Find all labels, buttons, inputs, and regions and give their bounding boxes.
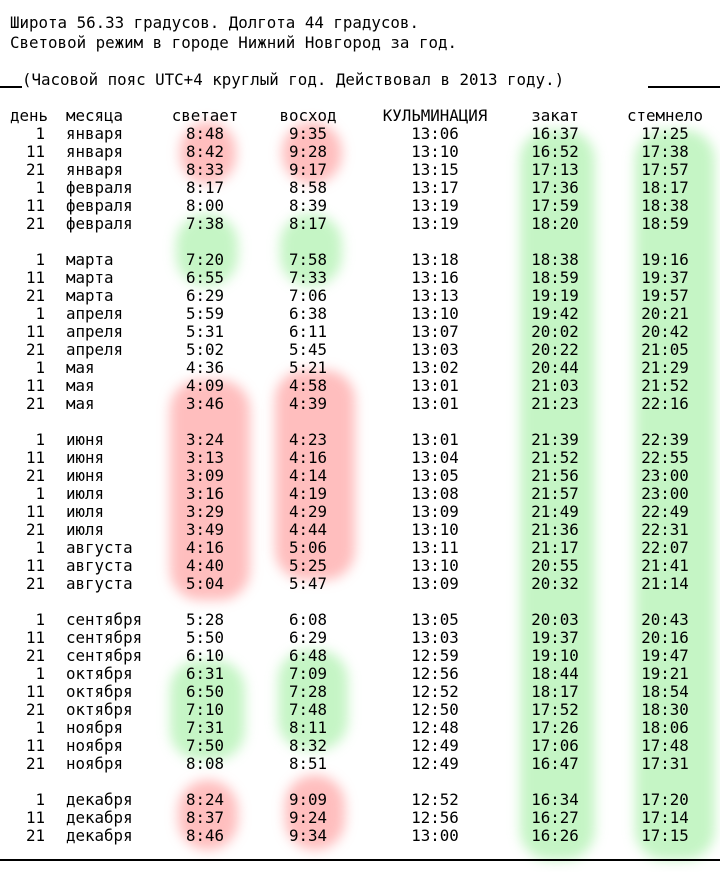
cell-dawn: 6:10 [185, 646, 225, 665]
cell-month: июля [66, 520, 105, 539]
cell-culmination: 13:00 [411, 826, 459, 845]
cell-dusk: 21:41 [641, 556, 689, 575]
cell-month: января [66, 142, 124, 161]
cell-sunset: 17:06 [531, 736, 579, 755]
cell-dawn: 3:29 [185, 502, 225, 521]
cell-month: сентября [66, 610, 143, 629]
cell-dawn: 7:20 [185, 250, 225, 269]
cell-month: февраля [66, 214, 133, 233]
cell-day: 1 [35, 790, 45, 809]
cell-month: августа [66, 556, 133, 575]
cell-month: апреля [66, 340, 124, 359]
cell-day: 21 [25, 160, 45, 179]
cell-day: 11 [25, 736, 45, 755]
cell-culmination: 13:15 [411, 160, 459, 179]
cell-culmination: 12:59 [411, 646, 459, 665]
col-header-sunset: закат [531, 106, 579, 125]
cell-dawn: 6:55 [185, 268, 225, 287]
cell-culmination: 13:05 [411, 466, 459, 485]
cell-month: сентября [66, 646, 143, 665]
cell-dawn: 3:09 [185, 466, 225, 485]
cell-culmination: 13:03 [411, 628, 459, 647]
cell-culmination: 13:19 [411, 196, 459, 215]
cell-sunrise: 4:58 [288, 376, 328, 395]
cell-sunset: 18:17 [531, 682, 579, 701]
cell-culmination: 13:03 [411, 340, 459, 359]
cell-dusk: 18:38 [641, 196, 689, 215]
cell-sunrise: 7:09 [288, 664, 328, 683]
cell-dawn: 6:50 [185, 682, 225, 701]
cell-dusk: 17:57 [641, 160, 689, 179]
cell-sunset: 18:59 [531, 268, 579, 287]
col-header-sunrise: восход [279, 106, 337, 125]
cell-sunrise: 4:23 [288, 430, 328, 449]
cell-day: 11 [25, 376, 45, 395]
cell-culmination: 12:52 [411, 790, 459, 809]
cell-sunrise: 8:32 [288, 736, 328, 755]
cell-month: июля [66, 484, 105, 503]
cell-culmination: 13:18 [411, 250, 459, 269]
cell-sunrise: 4:39 [288, 394, 328, 413]
cell-dawn: 8:33 [185, 160, 225, 179]
cell-dawn: 5:59 [185, 304, 225, 323]
cell-sunset: 17:36 [531, 178, 579, 197]
cell-culmination: 12:56 [411, 664, 459, 683]
timezone-left-rule [0, 86, 22, 88]
cell-month: ноября [66, 718, 124, 737]
cell-sunrise: 5:25 [288, 556, 328, 575]
cell-dawn: 7:38 [185, 214, 225, 233]
cell-month: июля [66, 502, 105, 521]
cell-culmination: 12:48 [411, 718, 459, 737]
cell-day: 1 [35, 430, 45, 449]
cell-day: 21 [25, 700, 45, 719]
cell-dusk: 20:42 [641, 322, 689, 341]
cell-sunrise: 4:14 [288, 466, 328, 485]
cell-month: марта [66, 268, 114, 287]
cell-dawn: 3:46 [185, 394, 225, 413]
cell-culmination: 13:09 [411, 574, 459, 593]
cell-sunrise: 4:16 [288, 448, 328, 467]
col-header-day: день [10, 106, 49, 125]
cell-dusk: 20:16 [641, 628, 689, 647]
cell-month: августа [66, 538, 133, 557]
cell-day: 1 [35, 178, 45, 197]
cell-culmination: 13:08 [411, 484, 459, 503]
cell-dusk: 22:55 [641, 448, 689, 467]
cell-sunset: 18:44 [531, 664, 579, 683]
cell-dawn: 8:42 [185, 142, 225, 161]
cell-sunrise: 7:58 [288, 250, 328, 269]
cell-dawn: 8:37 [185, 808, 225, 827]
cell-dusk: 17:20 [641, 790, 689, 809]
cell-month: февраля [66, 196, 133, 215]
cell-dusk: 19:21 [641, 664, 689, 683]
cell-month: мая [66, 376, 95, 395]
cell-dawn: 3:24 [185, 430, 225, 449]
col-header-culmination: КУЛЬМИНАЦИЯ [382, 106, 488, 125]
cell-month: декабря [66, 808, 133, 827]
cell-day: 21 [25, 466, 45, 485]
cell-dusk: 18:54 [641, 682, 689, 701]
cell-day: 21 [25, 214, 45, 233]
cell-sunset: 20:55 [531, 556, 579, 575]
cell-sunset: 16:26 [531, 826, 579, 845]
header-latitude-longitude: Широта 56.33 градусов. Долгота 44 градусов. [10, 13, 419, 32]
cell-sunrise: 9:24 [288, 808, 328, 827]
cell-dawn: 3:49 [185, 520, 225, 539]
cell-sunrise: 5:47 [288, 574, 328, 593]
cell-culmination: 13:10 [411, 142, 459, 161]
timezone-note: (Часовой пояс UTC+4 круглый год. Действовал в 2013 году.) [22, 70, 565, 89]
cell-day: 21 [25, 646, 45, 665]
cell-culmination: 13:10 [411, 304, 459, 323]
cell-month: апреля [66, 304, 124, 323]
header-title: Световой режим в городе Нижний Новгород за год. [10, 33, 457, 52]
cell-dawn: 4:36 [185, 358, 225, 377]
cell-month: июня [66, 466, 105, 485]
cell-day: 1 [35, 250, 45, 269]
cell-sunset: 17:52 [531, 700, 579, 719]
cell-month: мая [66, 394, 95, 413]
cell-sunset: 21:39 [531, 430, 579, 449]
cell-sunrise: 4:29 [288, 502, 328, 521]
cell-month: августа [66, 574, 133, 593]
cell-sunset: 16:47 [531, 754, 579, 773]
cell-dusk: 22:07 [641, 538, 689, 557]
cell-day: 21 [25, 574, 45, 593]
cell-day: 1 [35, 484, 45, 503]
cell-sunset: 17:13 [531, 160, 579, 179]
cell-sunset: 17:26 [531, 718, 579, 737]
cell-sunrise: 8:17 [288, 214, 328, 233]
cell-month: октября [66, 682, 133, 701]
cell-day: 11 [25, 196, 45, 215]
cell-day: 11 [25, 628, 45, 647]
cell-dusk: 17:15 [641, 826, 689, 845]
cell-sunrise: 9:35 [288, 124, 328, 143]
cell-sunset: 21:56 [531, 466, 579, 485]
cell-dawn: 4:09 [185, 376, 225, 395]
cell-sunrise: 6:08 [288, 610, 328, 629]
cell-day: 21 [25, 394, 45, 413]
cell-day: 21 [25, 826, 45, 845]
bottom-rule [0, 859, 720, 861]
cell-culmination: 13:10 [411, 520, 459, 539]
cell-month: сентября [66, 628, 143, 647]
cell-dusk: 17:48 [641, 736, 689, 755]
col-header-dusk: стемнело [626, 106, 704, 125]
cell-sunset: 20:44 [531, 358, 579, 377]
cell-dawn: 8:46 [185, 826, 225, 845]
cell-sunset: 19:19 [531, 286, 579, 305]
cell-sunrise: 7:06 [288, 286, 328, 305]
cell-day: 1 [35, 610, 45, 629]
cell-sunrise: 7:33 [288, 268, 328, 287]
cell-dawn: 5:28 [185, 610, 225, 629]
cell-sunset: 20:02 [531, 322, 579, 341]
cell-culmination: 12:52 [411, 682, 459, 701]
cell-month: июня [66, 430, 105, 449]
cell-month: января [66, 160, 124, 179]
cell-dawn: 7:10 [185, 700, 225, 719]
cell-culmination: 13:09 [411, 502, 459, 521]
cell-day: 21 [25, 754, 45, 773]
cell-sunset: 20:32 [531, 574, 579, 593]
cell-dusk: 23:00 [641, 484, 689, 503]
cell-culmination: 13:11 [411, 538, 459, 557]
cell-month: декабря [66, 790, 133, 809]
cell-day: 11 [25, 682, 45, 701]
cell-dusk: 18:17 [641, 178, 689, 197]
cell-sunset: 19:10 [531, 646, 579, 665]
cell-dusk: 21:05 [641, 340, 689, 359]
cell-dawn: 5:31 [185, 322, 225, 341]
cell-day: 1 [35, 718, 45, 737]
cell-day: 1 [35, 124, 45, 143]
cell-dawn: 5:02 [185, 340, 225, 359]
cell-sunrise: 5:45 [288, 340, 328, 359]
cell-sunrise: 5:06 [288, 538, 328, 557]
cell-dusk: 19:47 [641, 646, 689, 665]
cell-culmination: 12:49 [411, 736, 459, 755]
cell-dawn: 3:16 [185, 484, 225, 503]
cell-day: 11 [25, 322, 45, 341]
cell-dawn: 8:17 [185, 178, 225, 197]
cell-day: 11 [25, 808, 45, 827]
cell-culmination: 13:13 [411, 286, 459, 305]
cell-month: апреля [66, 322, 124, 341]
cell-dawn: 8:24 [185, 790, 225, 809]
cell-month: ноября [66, 754, 124, 773]
cell-culmination: 13:19 [411, 214, 459, 233]
cell-sunset: 21:52 [531, 448, 579, 467]
cell-dawn: 4:16 [185, 538, 225, 557]
cell-culmination: 13:10 [411, 556, 459, 575]
cell-sunset: 21:49 [531, 502, 579, 521]
cell-dawn: 4:40 [185, 556, 225, 575]
cell-culmination: 13:05 [411, 610, 459, 629]
cell-dawn: 5:50 [185, 628, 225, 647]
cell-day: 11 [25, 448, 45, 467]
cell-sunrise: 6:29 [288, 628, 328, 647]
cell-dawn: 3:13 [185, 448, 225, 467]
cell-day: 11 [25, 556, 45, 575]
cell-dusk: 20:21 [641, 304, 689, 323]
cell-sunset: 21:03 [531, 376, 579, 395]
cell-sunrise: 6:38 [288, 304, 328, 323]
cell-dusk: 20:43 [641, 610, 689, 629]
cell-day: 11 [25, 268, 45, 287]
cell-sunrise: 8:39 [288, 196, 328, 215]
cell-dawn: 8:00 [185, 196, 225, 215]
cell-sunset: 19:42 [531, 304, 579, 323]
cell-month: марта [66, 286, 114, 305]
cell-dusk: 22:31 [641, 520, 689, 539]
cell-sunrise: 4:19 [288, 484, 328, 503]
cell-day: 21 [25, 340, 45, 359]
cell-sunset: 16:52 [531, 142, 579, 161]
cell-sunrise: 9:17 [288, 160, 328, 179]
cell-sunset: 17:59 [531, 196, 579, 215]
cell-culmination: 13:01 [411, 430, 459, 449]
cell-dusk: 23:00 [641, 466, 689, 485]
cell-sunset: 21:36 [531, 520, 579, 539]
cell-sunrise: 7:48 [288, 700, 328, 719]
cell-dawn: 8:08 [185, 754, 225, 773]
cell-culmination: 13:02 [411, 358, 459, 377]
cell-dawn: 8:48 [185, 124, 225, 143]
cell-culmination: 12:50 [411, 700, 459, 719]
cell-sunset: 21:57 [531, 484, 579, 503]
cell-sunrise: 7:28 [288, 682, 328, 701]
timezone-right-rule [648, 86, 720, 88]
cell-dawn: 6:31 [185, 664, 225, 683]
cell-dusk: 17:25 [641, 124, 689, 143]
cell-culmination: 13:16 [411, 268, 459, 287]
cell-sunrise: 8:58 [288, 178, 328, 197]
cell-sunrise: 5:21 [288, 358, 328, 377]
cell-dusk: 22:16 [641, 394, 689, 413]
cell-sunrise: 9:28 [288, 142, 328, 161]
cell-dusk: 22:39 [641, 430, 689, 449]
cell-day: 1 [35, 664, 45, 683]
cell-sunset: 21:23 [531, 394, 579, 413]
cell-sunrise: 9:09 [288, 790, 328, 809]
cell-day: 1 [35, 304, 45, 323]
cell-dusk: 21:29 [641, 358, 689, 377]
cell-sunrise: 6:11 [288, 322, 328, 341]
cell-day: 1 [35, 358, 45, 377]
timezone-note-row [0, 71, 720, 89]
cell-month: декабря [66, 826, 133, 845]
cell-sunset: 19:37 [531, 628, 579, 647]
cell-day: 11 [25, 502, 45, 521]
cell-sunset: 20:22 [531, 340, 579, 359]
cell-culmination: 13:06 [411, 124, 459, 143]
cell-sunset: 16:34 [531, 790, 579, 809]
cell-month: июня [66, 448, 105, 467]
cell-dusk: 19:16 [641, 250, 689, 269]
cell-dusk: 19:57 [641, 286, 689, 305]
cell-dusk: 17:14 [641, 808, 689, 827]
cell-day: 21 [25, 286, 45, 305]
cell-dawn: 5:04 [185, 574, 225, 593]
cell-culmination: 13:17 [411, 178, 459, 197]
cell-sunrise: 9:34 [288, 826, 328, 845]
cell-dusk: 18:06 [641, 718, 689, 737]
cell-month: января [66, 124, 124, 143]
cell-sunset: 21:17 [531, 538, 579, 557]
cell-dusk: 21:14 [641, 574, 689, 593]
cell-sunset: 16:37 [531, 124, 579, 143]
cell-dusk: 22:49 [641, 502, 689, 521]
cell-day: 1 [35, 538, 45, 557]
cell-month: марта [66, 250, 114, 269]
cell-sunset: 18:20 [531, 214, 579, 233]
cell-sunset: 18:38 [531, 250, 579, 269]
cell-month: мая [66, 358, 95, 377]
cell-dusk: 17:38 [641, 142, 689, 161]
cell-month: октября [66, 700, 133, 719]
cell-dawn: 7:50 [185, 736, 225, 755]
cell-sunrise: 8:11 [288, 718, 328, 737]
cell-culmination: 13:04 [411, 448, 459, 467]
cell-sunset: 20:03 [531, 610, 579, 629]
cell-culmination: 13:01 [411, 376, 459, 395]
cell-dusk: 18:59 [641, 214, 689, 233]
cell-month: февраля [66, 178, 133, 197]
cell-month: ноября [66, 736, 124, 755]
cell-sunrise: 6:48 [288, 646, 328, 665]
cell-dusk: 17:31 [641, 754, 689, 773]
cell-month: октября [66, 664, 133, 683]
cell-dusk: 19:37 [641, 268, 689, 287]
cell-sunrise: 4:44 [288, 520, 328, 539]
col-header-dawn: светает [171, 106, 239, 125]
cell-day: 11 [25, 142, 45, 161]
cell-culmination: 13:07 [411, 322, 459, 341]
cell-dawn: 6:29 [185, 286, 225, 305]
col-header-month: месяца [66, 106, 124, 125]
cell-dusk: 21:52 [641, 376, 689, 395]
cell-culmination: 12:49 [411, 754, 459, 773]
cell-sunrise: 8:51 [288, 754, 328, 773]
cell-culmination: 13:01 [411, 394, 459, 413]
cell-dawn: 7:31 [185, 718, 225, 737]
cell-culmination: 12:56 [411, 808, 459, 827]
cell-dusk: 18:30 [641, 700, 689, 719]
cell-sunset: 16:27 [531, 808, 579, 827]
cell-day: 21 [25, 520, 45, 539]
